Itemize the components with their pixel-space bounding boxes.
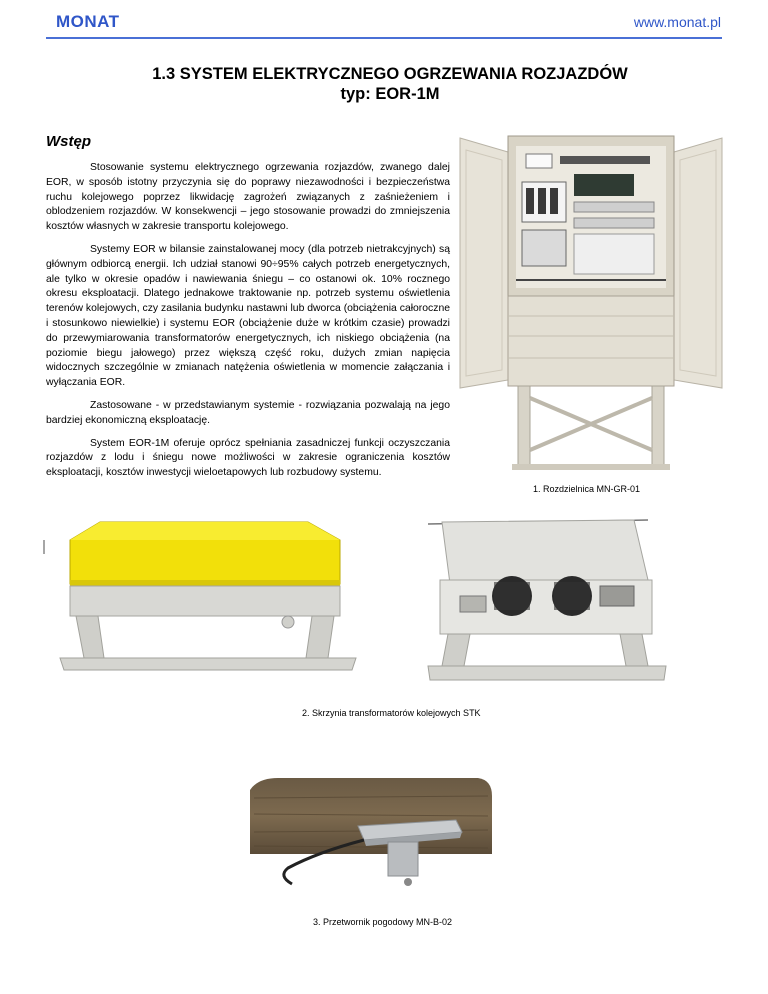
header-divider: [46, 37, 722, 39]
figure-3-caption: 3. Przetwornik pogodowy MN-B-02: [313, 917, 453, 927]
paragraph-3: Zastosowane - w przedstawianym systemie - rozwiązania pozwalają na jego bardziej ekonomiczną eksploatację.: [46, 399, 450, 426]
paragraph-4: System EOR-1M oferuje oprócz spełniania zasadniczej funkcji oczyszczania rozjazdów z lodu i śniegu nowe możliwości w zakresie ograniczenia kosztów eksploatacji, kosztów inwestycji wieloetapowych lub rozbudowy systemu.: [46, 437, 450, 479]
intro-text: [46, 161, 450, 489]
page-title: [100, 64, 680, 104]
weather-sensor-photo: [248, 776, 494, 902]
figure-2-caption: 2. Skrzynia transformatorów kolejowych STK: [302, 708, 481, 718]
figure-1-caption: 1. Rozdzielnica MN-GR-01: [533, 484, 641, 494]
transformer-box-closed-photo: [40, 520, 368, 690]
title-line-2: typ: EOR-1M: [340, 85, 440, 103]
monat-logo: MONAT: [56, 12, 120, 31]
distribution-cabinet-photo: [456, 130, 726, 475]
title-line-1: 1.3 SYSTEM ELEKTRYCZNEGO OGRZEWANIA ROZJAZDÓW: [152, 65, 628, 83]
paragraph-1: Stosowanie systemu elektrycznego ogrzewania rozjazdów, zwanego dalej EOR, w sposób istotny przyczynia się do poprawy niezawodności i bezpieczeństwa ruchu kolejowego poprzez likwidację zagrożeń związanych z zaśnieżeniem i oblodzeniem rozjazdów. W konsekwencji – jego stosowanie prowadzi do zmniejszenia kosztów własnych w zakresie transportu kolejowego.: [46, 162, 450, 233]
section-heading: Wstęp: [46, 133, 91, 150]
transformer-box-open-photo: [420, 510, 668, 692]
paragraph-2: Systemy EOR w bilansie zainstalowanej mocy (dla potrzeb nietrakcyjnych) są głównym odbiorcą energii. Ich udział stanowi 90÷95% całych potrzeb energetycznych, ale tylko w okresie opadów i nawiewania śniegu – co ostanowi ok. 10% rocznego okresu eksploatacji. Dlatego jednakowe traktowanie np. potrzeb systemu oświetlenia terenów kolejowych, czy zasilania budynku nastawni lub dworca (obciążenia całoroczne i stosunkowo niewielkie) i systemu EOR (obciążenie duże w krótkim czasie) prowadzi do przewymiarowania transformatorów energetycznych, ich niskiego obciążenia (na poziomie biegu jałowego) przez większą część roku, dużych zmian napięcia widocznych szczególnie w zmianach natężenia oświetlenia w momencie załączania i wyłączania EOR.: [46, 243, 450, 389]
website-link[interactable]: www.monat.pl: [633, 14, 721, 30]
